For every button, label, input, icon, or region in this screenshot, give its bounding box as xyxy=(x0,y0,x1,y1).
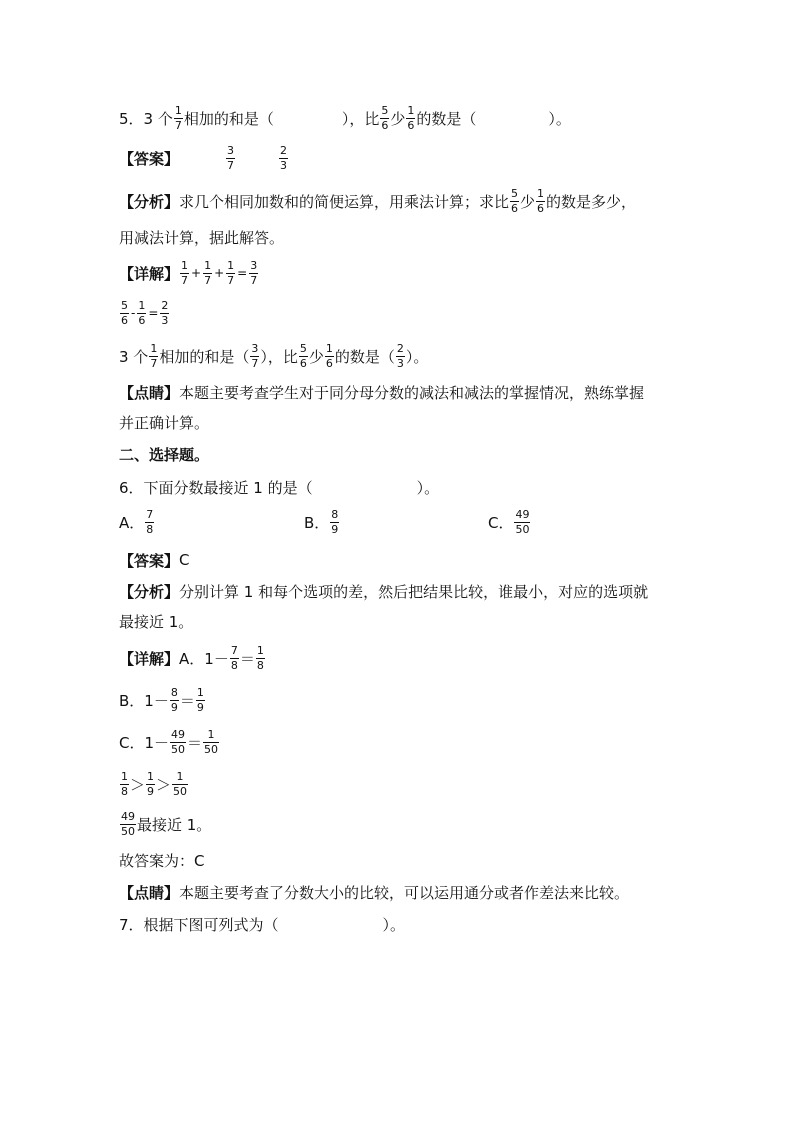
question-7-stem xyxy=(119,909,405,939)
q5-detail-line-3 xyxy=(119,338,428,374)
detail-fraction: $\frac{1}{6}$ xyxy=(325,341,333,370)
q6-stem-text: 6．下面分数最接近 1 的是（ xyxy=(119,478,313,497)
greater-than-sign: ＞ xyxy=(156,775,172,794)
detail-fraction: $\frac{1}{7}$ xyxy=(227,258,235,287)
q7-stem-text: 7．根据下图可列式为（ xyxy=(119,915,279,934)
q5-text-1: 5．3 个 xyxy=(119,109,173,128)
q5-analysis-text-1: 求几个相同加数和的简便运算，用乘法计算；求比 xyxy=(179,192,510,211)
q7-stem-close: ）。 xyxy=(382,915,406,934)
detail-fraction: $\frac{1}{7}$ xyxy=(150,341,158,370)
comment-label: 【点睛】 xyxy=(119,883,180,902)
q5-text-4: 少 xyxy=(390,109,406,128)
plus-sign: + xyxy=(191,266,202,280)
q5-detail-text-4: 少 xyxy=(308,347,324,366)
section-heading: 二、选择题。 xyxy=(119,445,210,464)
q5-detail-text-2: 相加的和是（ xyxy=(159,347,250,366)
detail-fraction: $\frac{49}{50}$ xyxy=(121,809,135,838)
analysis-label: 【分析】 xyxy=(119,192,180,211)
option-b[interactable] xyxy=(304,509,340,536)
detail-fraction: $\frac{49}{50}$ xyxy=(171,727,186,756)
q5-analysis-fraction-1: $\frac{5}{6}$ xyxy=(511,186,519,215)
comment-label: 【点睛】 xyxy=(119,383,180,402)
detail-a-prefix: A．1－ xyxy=(179,649,229,668)
greater-than-sign: ＞ xyxy=(130,775,146,794)
q6-detail-line-b xyxy=(119,682,206,718)
q5-analysis-text-3: 的数是多少， xyxy=(546,192,637,211)
q5-text-6: ）。 xyxy=(548,109,571,128)
detail-fraction: $\frac{1}{9}$ xyxy=(147,769,155,798)
q6-detail-final xyxy=(119,845,204,875)
q5-comment-line-1 xyxy=(119,377,644,407)
q5-analysis-line-2 xyxy=(119,222,284,252)
question-5-stem xyxy=(119,100,571,136)
q5-fraction-2: $\frac{5}{6}$ xyxy=(381,103,389,132)
q5-answer xyxy=(119,140,289,176)
detail-fraction: $\frac{1}{7}$ xyxy=(204,258,212,287)
detail-b-prefix: B．1－ xyxy=(119,691,169,710)
option-a-label: A． xyxy=(119,513,145,532)
q5-text-5: 的数是（ xyxy=(416,109,477,128)
detail-fraction: $\frac{5}{6}$ xyxy=(299,341,307,370)
q5-detail-text-1: 3 个 xyxy=(119,347,149,366)
q6-detail-closest xyxy=(119,806,211,842)
detail-fraction: $\frac{1}{7}$ xyxy=(181,258,189,287)
q6-comment xyxy=(119,877,629,907)
equals-sign: ＝ xyxy=(179,691,195,710)
detail-c-prefix: C．1－ xyxy=(119,733,170,752)
option-a-fraction: $\frac{7}{8}$ xyxy=(146,507,154,536)
q5-comment-text-1: 本题主要考查学生对于同分母分数的减法和减法的掌握情况，熟练掌握 xyxy=(179,383,645,402)
equals-sign: ＝ xyxy=(187,733,203,752)
q5-text-3: ），比 xyxy=(341,109,380,128)
answer-label: 【答案】 xyxy=(119,551,180,570)
plus-sign: + xyxy=(214,266,225,280)
q6-answer-value: C xyxy=(179,551,190,569)
detail-fraction: $\frac{1}{50}$ xyxy=(204,727,219,756)
q5-detail-text-6: ）。 xyxy=(405,347,429,366)
detail-fraction: $\frac{1}{6}$ xyxy=(138,298,146,327)
q5-detail-line-2 xyxy=(119,295,170,331)
q5-detail-line-1 xyxy=(119,255,259,291)
q6-analysis-text-2: 最接近 1。 xyxy=(119,612,194,631)
analysis-label: 【分析】 xyxy=(119,582,180,601)
detail-fraction: $\frac{5}{6}$ xyxy=(121,298,128,327)
closest-text: 最接近 1。 xyxy=(137,815,212,834)
q5-comment-line-2 xyxy=(119,407,209,437)
detail-fraction: $\frac{1}{8}$ xyxy=(121,769,128,798)
final-answer-text: 故答案为：C xyxy=(119,851,205,870)
detail-fraction: $\frac{7}{8}$ xyxy=(230,643,238,672)
q5-analysis-fraction-2: $\frac{1}{6}$ xyxy=(537,186,545,215)
q6-options xyxy=(119,504,599,540)
q5-analysis-text-2: 少 xyxy=(520,192,536,211)
answer-label: 【答案】 xyxy=(119,149,180,168)
q5-detail-text-5: 的数是（ xyxy=(334,347,395,366)
detail-fraction: $\frac{2}{3}$ xyxy=(161,298,169,327)
q5-analysis-line-1 xyxy=(119,183,636,219)
q5-comment-text-2: 并正确计算。 xyxy=(119,413,210,432)
q6-analysis-line-1 xyxy=(119,576,648,606)
option-c-fraction: $\frac{49}{50}$ xyxy=(515,507,530,536)
option-b-fraction: $\frac{8}{9}$ xyxy=(331,507,339,536)
detail-label: 【详解】 xyxy=(119,264,180,283)
q5-detail-text-3: ），比 xyxy=(260,347,298,366)
equals-sign: = xyxy=(237,266,248,280)
q5-analysis-text-4: 用减法计算，据此解答。 xyxy=(119,228,285,247)
detail-fraction: $\frac{1}{8}$ xyxy=(256,643,264,672)
q5-fraction-3: $\frac{1}{6}$ xyxy=(407,103,415,132)
equals-sign: = xyxy=(148,306,159,320)
detail-fraction: $\frac{3}{7}$ xyxy=(250,258,258,287)
q6-analysis-text-1: 分别计算 1 和每个选项的差，然后把结果比较，谁最小，对应的选项就 xyxy=(179,582,649,601)
detail-fraction: $\frac{3}{7}$ xyxy=(251,341,259,370)
q6-answer xyxy=(119,545,190,575)
option-c[interactable] xyxy=(488,509,531,536)
q5-fraction-1: $\frac{1}{7}$ xyxy=(174,103,182,132)
option-a[interactable] xyxy=(119,509,155,536)
q5-text-2: 相加的和是（ xyxy=(183,109,274,128)
q6-analysis-line-2 xyxy=(119,606,193,636)
q6-stem-close: ）。 xyxy=(416,478,440,497)
q6-comment-text: 本题主要考查了分数大小的比较，可以运用通分或者作差法来比较。 xyxy=(179,883,630,902)
option-b-label: B． xyxy=(304,513,330,532)
q6-detail-comparison xyxy=(119,766,189,802)
detail-fraction: $\frac{2}{3}$ xyxy=(396,341,404,370)
q6-detail-line-a xyxy=(119,640,266,676)
option-c-label: C． xyxy=(488,513,514,532)
detail-label: 【详解】 xyxy=(119,649,180,668)
q6-detail-line-c xyxy=(119,724,220,760)
detail-fraction: $\frac{8}{9}$ xyxy=(170,685,178,714)
minus-sign: - xyxy=(131,306,136,320)
detail-fraction: $\frac{1}{50}$ xyxy=(173,769,188,798)
equals-sign: ＝ xyxy=(239,649,255,668)
detail-fraction: $\frac{1}{9}$ xyxy=(196,685,204,714)
q5-answer-fraction-1: $\frac{3}{7}$ xyxy=(227,143,235,172)
q5-answer-fraction-2: $\frac{2}{3}$ xyxy=(280,143,288,172)
question-6-stem xyxy=(119,472,439,502)
